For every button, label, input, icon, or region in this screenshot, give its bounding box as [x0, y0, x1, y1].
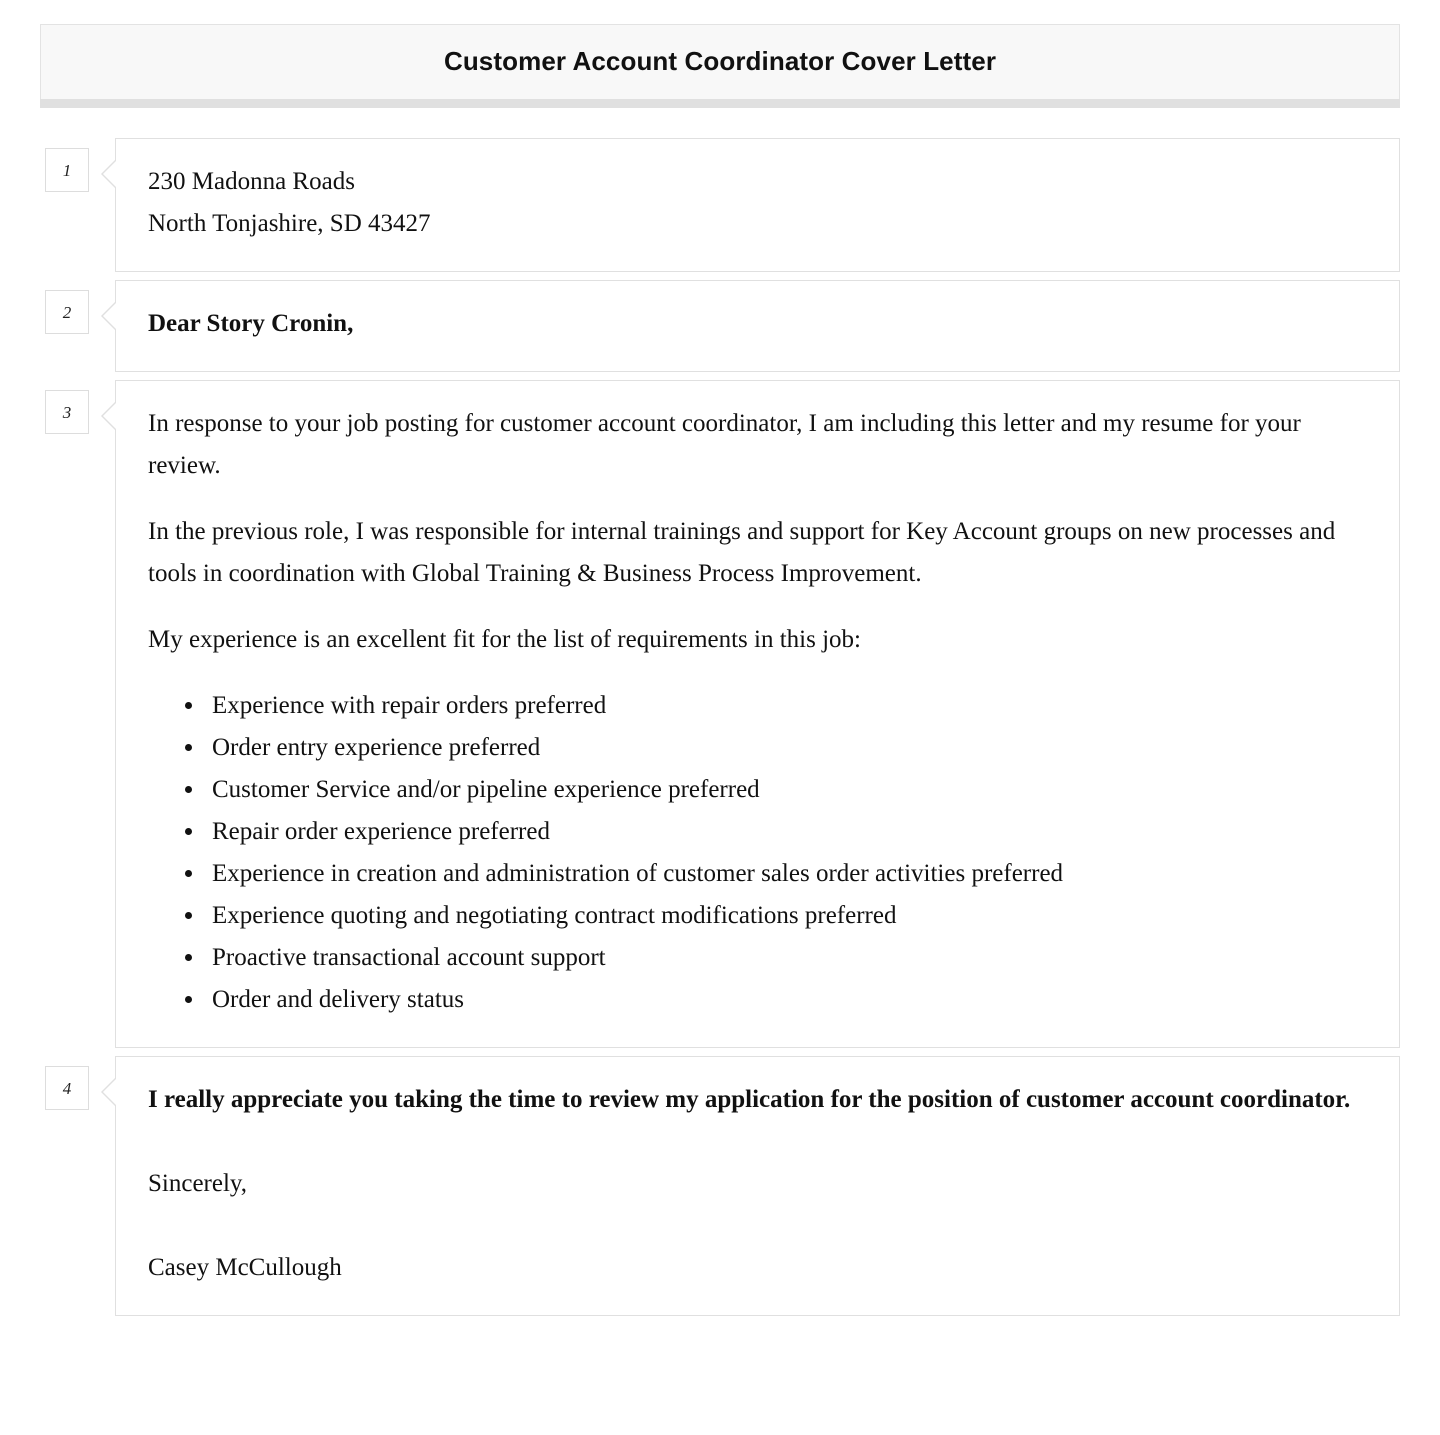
- list-item: • Repair order experience preferred: [206, 811, 1369, 853]
- list-item: • Customer Service and/or pipeline experience preferred: [206, 769, 1369, 811]
- address-line-2: North Tonjashire, SD 43427: [148, 210, 431, 237]
- section-number-label: 3: [62, 402, 72, 422]
- section-content-1[interactable]: [115, 138, 1400, 272]
- page-header: [40, 24, 1400, 108]
- salutation-text: Dear Story Cronin,: [148, 310, 354, 337]
- section-body: [40, 380, 1400, 1048]
- section-content-2[interactable]: [115, 280, 1400, 372]
- section-address: [40, 138, 1400, 272]
- list-item: • Experience with repair orders preferred: [206, 685, 1369, 727]
- header-panel: [40, 24, 1400, 99]
- list-item: • Order and delivery status: [206, 979, 1369, 1021]
- list-item: • Proactive transactional account support: [206, 937, 1369, 979]
- closing-spacer: [148, 1121, 1369, 1163]
- section-number-label: 2: [62, 302, 72, 322]
- section-number-badge-1: [45, 148, 89, 192]
- section-number-badge-4: [45, 1066, 89, 1110]
- page-title: Customer Account Coordinator Cover Letter: [443, 46, 997, 77]
- header-divider-strip: [40, 99, 1400, 108]
- section-content-4[interactable]: [115, 1056, 1400, 1316]
- section-number-badge-3: [45, 390, 89, 434]
- section-salutation: [40, 280, 1400, 372]
- list-item: • Experience in creation and administration of customer sales order activities preferred: [206, 853, 1369, 895]
- address-line-1: 230 Madonna Roads: [148, 168, 355, 195]
- section-content-3[interactable]: [115, 380, 1400, 1048]
- body-paragraph-1: In response to your job posting for customer account coordinator, I am including this letter and my resume for your review.: [148, 410, 1301, 479]
- signoff-text: Sincerely,: [148, 1170, 248, 1197]
- section-closing: [40, 1056, 1400, 1316]
- body-paragraph-2: In the previous role, I was responsible for internal trainings and support for Key Account groups on new processes and tools in coordination with Global Training & Business Process Improvement.: [148, 518, 1336, 587]
- requirements-list: [148, 685, 1369, 1021]
- section-number-label: 4: [62, 1078, 72, 1098]
- signature-spacer: [148, 1205, 1369, 1247]
- cover-letter-sections: [0, 138, 1440, 1364]
- body-paragraph-3: My experience is an excellent fit for the list of requirements in this job:: [148, 626, 861, 653]
- list-item: • Experience quoting and negotiating contract modifications preferred: [206, 895, 1369, 937]
- section-number-label: 1: [62, 160, 72, 180]
- section-number-badge-2: [45, 290, 89, 334]
- list-item: • Order entry experience preferred: [206, 727, 1369, 769]
- closing-statement: I really appreciate you taking the time to review my application for the position of customer account coordinator.: [148, 1086, 1351, 1113]
- signature-name: Casey McCullough: [148, 1254, 342, 1281]
